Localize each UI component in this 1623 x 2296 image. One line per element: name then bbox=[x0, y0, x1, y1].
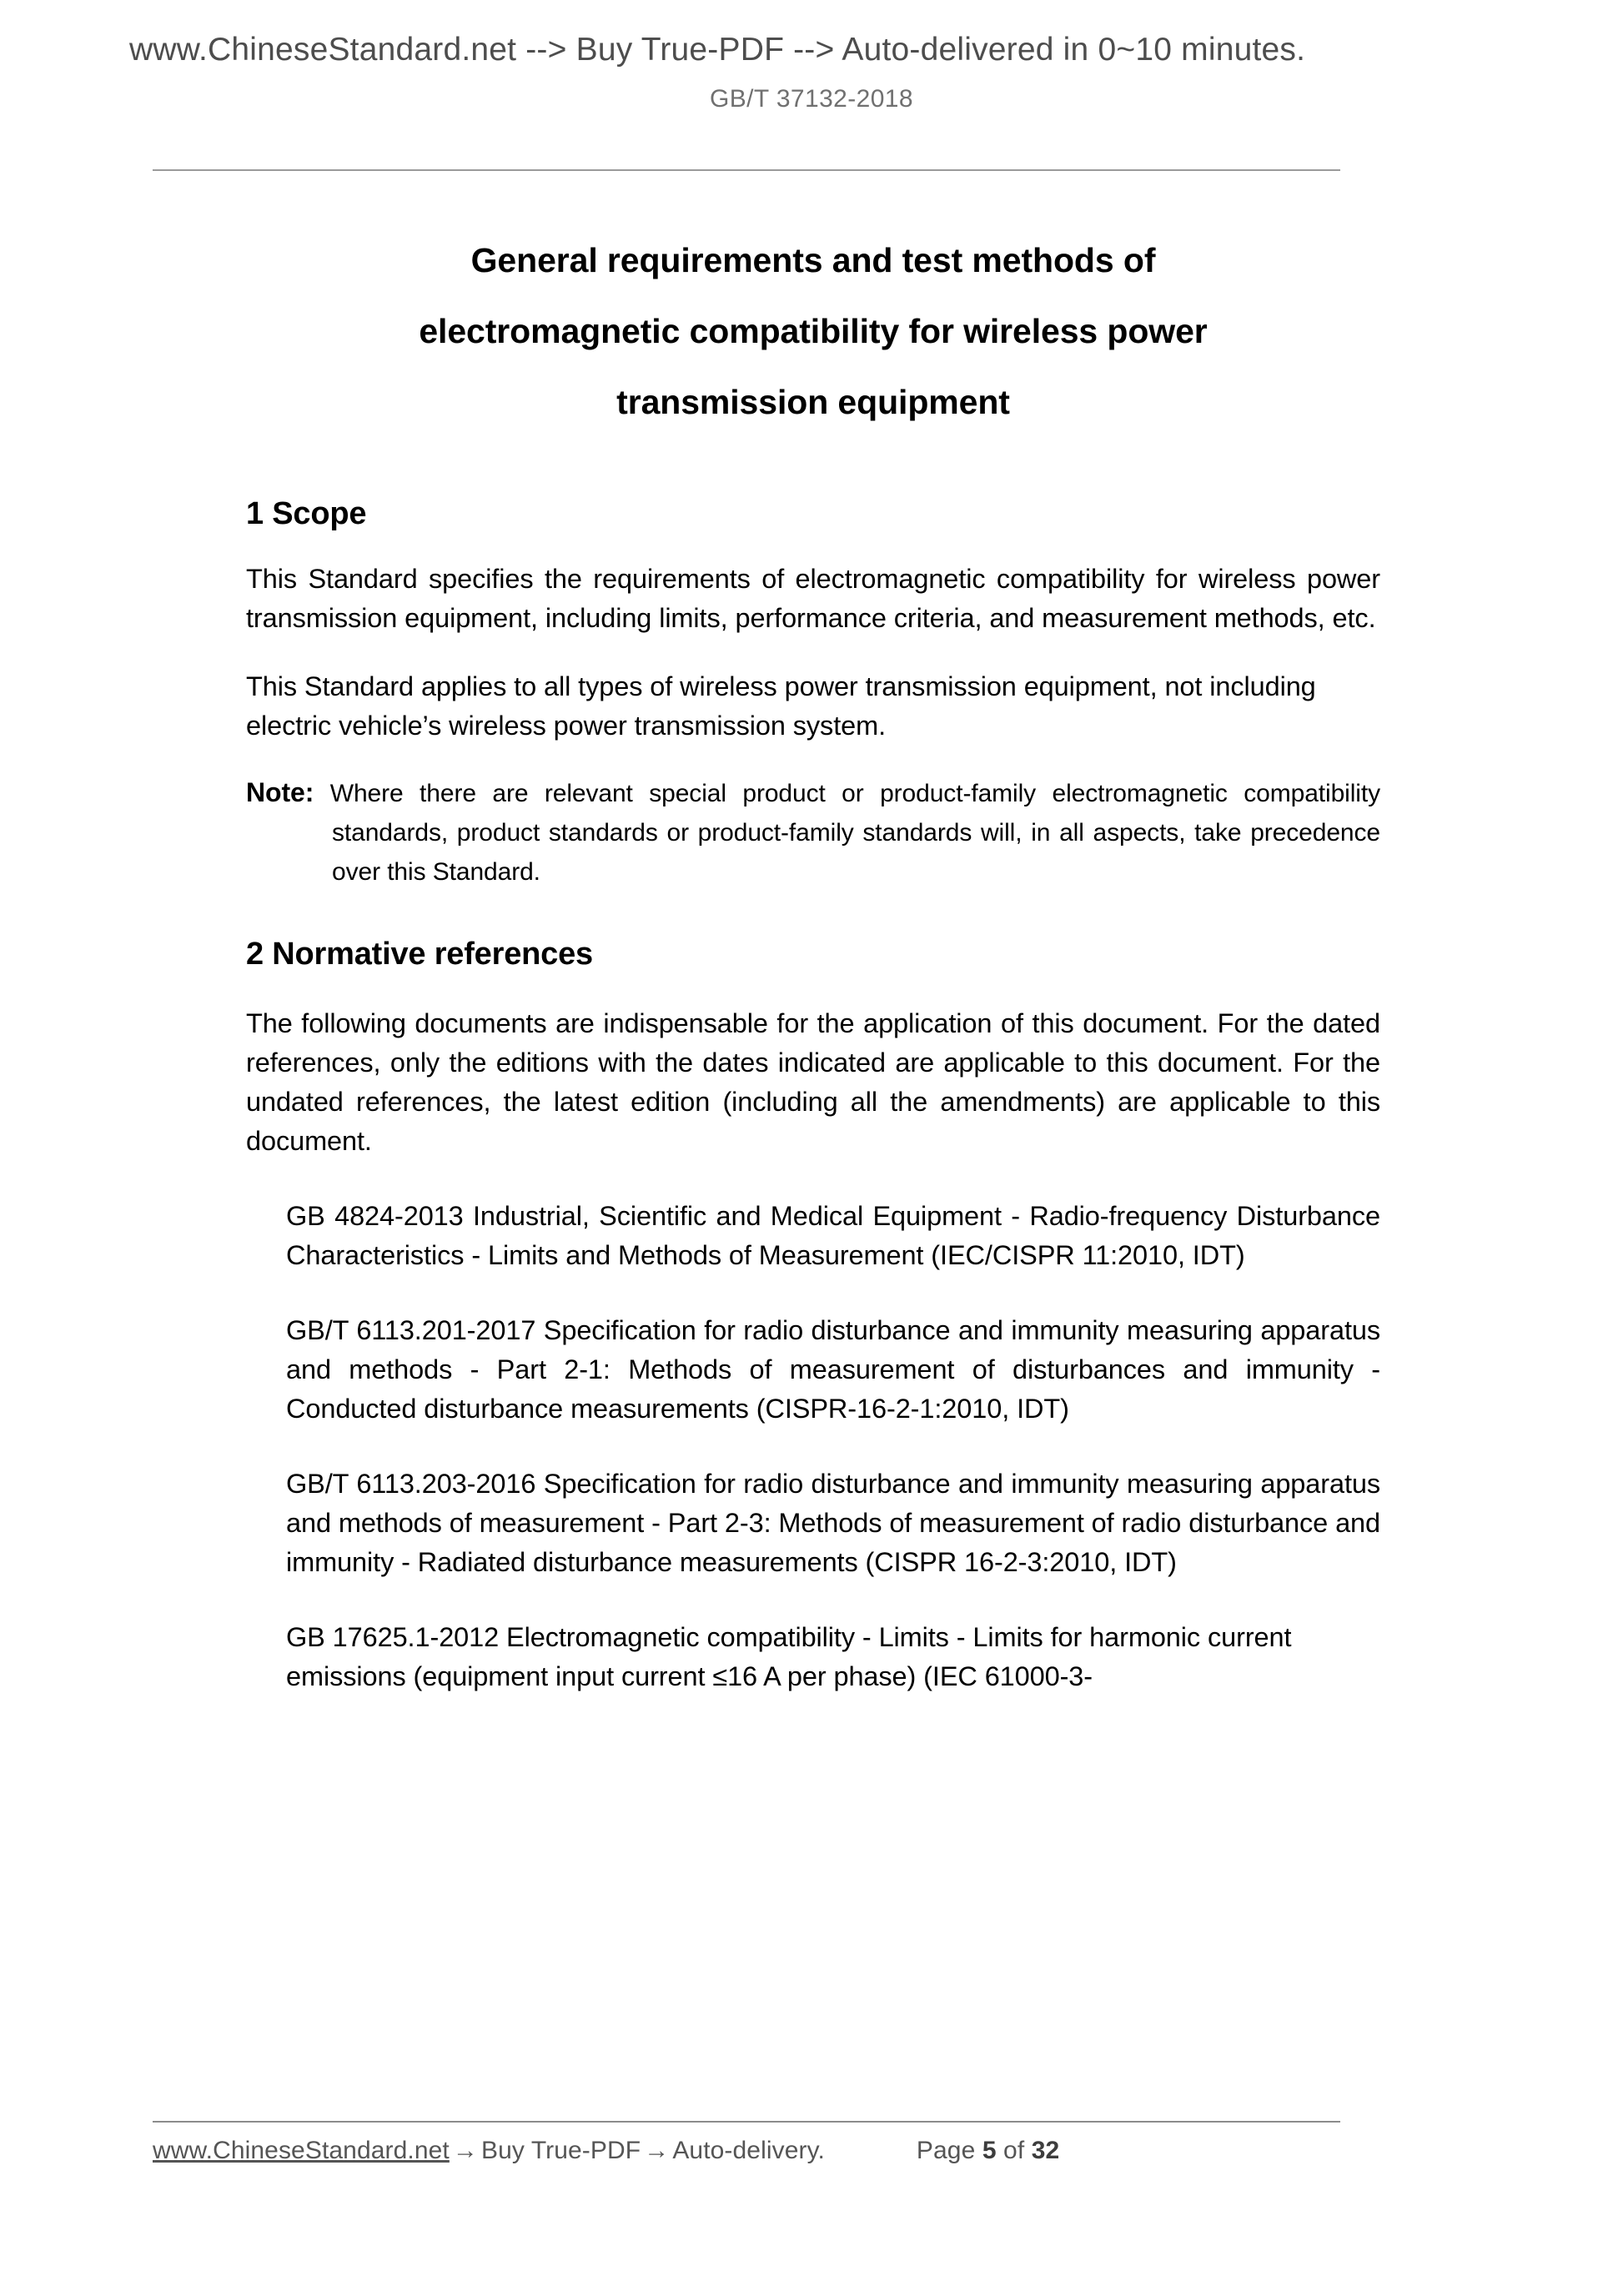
footer-divider bbox=[153, 2121, 1340, 2123]
document-title bbox=[246, 225, 1380, 438]
note-label: Note: bbox=[246, 777, 314, 807]
spacer bbox=[246, 746, 1380, 773]
spacer bbox=[246, 438, 1380, 495]
page-content bbox=[246, 225, 1380, 1696]
spacer bbox=[246, 638, 1380, 667]
spacer bbox=[246, 973, 1380, 1004]
reference-item: GB 17625.1-2012 Electromagnetic compatibility - Limits - Limits for harmonic current emissions (equipment input current ≤16 A per phase) (IEC 61000-3- bbox=[286, 1622, 1292, 1691]
footer-buy-label: Buy True-PDF bbox=[480, 2137, 641, 2164]
spacer bbox=[246, 1582, 1380, 1618]
arrow-right-icon: → bbox=[644, 2137, 670, 2164]
reference-item: GB/T 6113.201-2017 Specification for radio disturbance and immunity measuring apparatus and methods - Part 2-1: Methods of measurement of disturbances and immunity - Conducted disturbance measurements (CISPR-16-2-1:2010, IDT) bbox=[286, 1315, 1380, 1424]
scope-paragraph-2: This Standard applies to all types of wireless power transmission equipment, not including electric vehicle’s wireless power transmission system. bbox=[246, 671, 1316, 741]
header-divider bbox=[153, 169, 1340, 171]
footer-delivery-label: Auto-delivery. bbox=[672, 2137, 825, 2164]
document-title-line-2: electromagnetic compatibility for wireless power bbox=[419, 312, 1208, 350]
spacer bbox=[246, 1275, 1380, 1311]
current-page-number: 5 bbox=[982, 2137, 997, 2164]
scope-note bbox=[246, 773, 1380, 892]
document-title-line-1: General requirements and test methods of bbox=[470, 241, 1156, 279]
spacer bbox=[246, 1429, 1380, 1465]
document-title-line-3: transmission equipment bbox=[616, 383, 1010, 421]
page-footer bbox=[153, 2137, 1340, 2165]
of-word-label: of bbox=[1003, 2137, 1025, 2164]
spacer bbox=[246, 1161, 1380, 1197]
section-heading-normative-references: 2 Normative references bbox=[246, 937, 593, 972]
footer-site-link[interactable]: www.ChineseStandard.net bbox=[153, 2137, 450, 2164]
total-page-number: 32 bbox=[1031, 2137, 1060, 2164]
scope-paragraph-1: This Standard specifies the requirements of electromagnetic compatibility for wireless power transmission equipment, including limits, performance criteria, and measurement methods, etc. bbox=[246, 564, 1380, 633]
document-code: GB/T 37132-2018 bbox=[710, 85, 913, 113]
reference-item: GB/T 6113.203-2016 Specification for radio disturbance and immunity measuring apparatus and methods of measurement - Part 2-3: Methods of measurement of radio disturbance and immunity - Radiated disturbance measurements (CISPR 16-2-3:2010, IDT) bbox=[286, 1469, 1380, 1577]
page-number-info bbox=[917, 2137, 1059, 2164]
note-text: Where there are relevant special product or product-family electromagnetic compatibility standards, product standards or product-family standards will, in all aspects, take precedence over this Standard. bbox=[329, 780, 1380, 886]
reference-item: GB 4824-2013 Industrial, Scientific and Medical Equipment - Radio-frequency Disturbance Characteristics - Limits and Methods of Measurement (IEC/CISPR 11:2010, IDT) bbox=[286, 1201, 1380, 1270]
watermark-header: www.ChineseStandard.net --> Buy True-PDF --> Auto-delivered in 0~10 minutes. bbox=[129, 32, 1306, 68]
page-word-label: Page bbox=[916, 2137, 976, 2164]
arrow-right-icon: → bbox=[452, 2137, 478, 2164]
spacer bbox=[246, 892, 1380, 935]
spacer bbox=[246, 533, 1380, 560]
normative-intro-paragraph: The following documents are indispensable for the application of this document. For the dated references, only the editions with the dates indicated are applicable to this document. For the undated references, the latest edition (including all the amendments) are applicable to this document. bbox=[246, 1008, 1380, 1156]
section-heading-scope: 1 Scope bbox=[246, 496, 367, 531]
